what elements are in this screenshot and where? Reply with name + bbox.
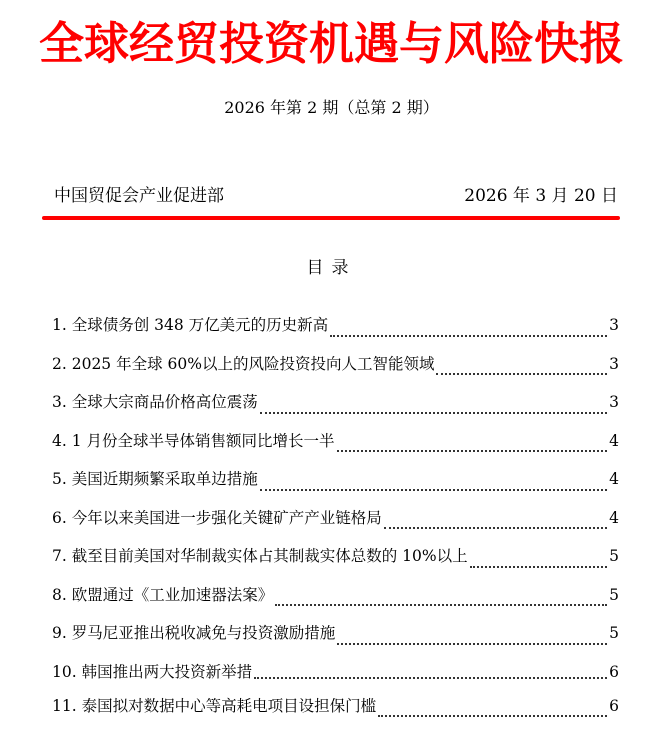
toc-item-page: 3 (609, 355, 619, 373)
table-of-contents (52, 313, 619, 732)
toc-item-label: 2. 2025 年全球 60%以上的风险投资投向人工智能领域 (52, 352, 434, 374)
leader-dots (384, 527, 607, 529)
toc-item[interactable] (52, 621, 619, 660)
toc-item-label: 10. 韩国推出两大投资新举措 (52, 660, 252, 682)
toc-item-label: 8. 欧盟通过《工业加速器法案》 (52, 583, 273, 605)
toc-item-page: 5 (609, 624, 619, 642)
toc-item-label: 9. 罗马尼亚推出税收减免与投资激励措施 (52, 621, 335, 643)
toc-item-page: 3 (609, 316, 619, 334)
leader-dots (378, 715, 607, 717)
publish-date: 2026 年 3 月 20 日 (464, 184, 618, 208)
leader-dots (260, 412, 607, 414)
toc-item[interactable] (52, 352, 619, 391)
toc-item[interactable] (52, 429, 619, 468)
toc-item[interactable] (52, 544, 619, 583)
toc-item[interactable] (52, 506, 619, 545)
toc-item[interactable] (52, 660, 619, 694)
toc-item[interactable] (52, 313, 619, 352)
toc-item-page: 6 (609, 663, 619, 681)
toc-item-page: 6 (609, 697, 619, 715)
toc-item-page: 3 (609, 393, 619, 411)
toc-item-page: 5 (609, 586, 619, 604)
leader-dots (254, 677, 607, 679)
toc-item-label: 7. 截至目前美国对华制裁实体占其制裁实体总数的 10%以上 (52, 544, 468, 566)
toc-item[interactable] (52, 694, 619, 732)
leader-dots (337, 643, 607, 645)
toc-item-label: 1. 全球债务创 348 万亿美元的历史新高 (52, 313, 328, 335)
leader-dots (330, 335, 607, 337)
toc-item[interactable] (52, 390, 619, 429)
toc-item-page: 5 (609, 547, 619, 565)
toc-item-label: 5. 美国近期频繁采取单边措施 (52, 467, 258, 489)
organization: 中国贸促会产业促进部 (54, 184, 224, 208)
toc-item[interactable] (52, 583, 619, 622)
document-title: 全球经贸投资机遇与风险快报 (0, 14, 663, 74)
toc-item-page: 4 (609, 470, 619, 488)
toc-item-label: 11. 泰国拟对数据中心等高耗电项目设担保门槛 (52, 694, 376, 716)
leader-dots (275, 604, 607, 606)
leader-dots (260, 489, 607, 491)
leader-dots (337, 450, 608, 452)
header-divider (42, 216, 620, 220)
toc-heading: 目录 (0, 256, 663, 280)
toc-item-page: 4 (609, 432, 619, 450)
leader-dots (470, 566, 608, 568)
issue-number: 2026 年第 2 期（总第 2 期） (0, 96, 663, 120)
leader-dots (436, 373, 607, 375)
toc-item-label: 6. 今年以来美国进一步强化关键矿产产业链格局 (52, 506, 382, 528)
toc-item-label: 4. 1 月份全球半导体销售额同比增长一半 (52, 429, 335, 451)
toc-item[interactable] (52, 467, 619, 506)
toc-item-page: 4 (609, 509, 619, 527)
toc-item-label: 3. 全球大宗商品价格高位震荡 (52, 390, 258, 412)
